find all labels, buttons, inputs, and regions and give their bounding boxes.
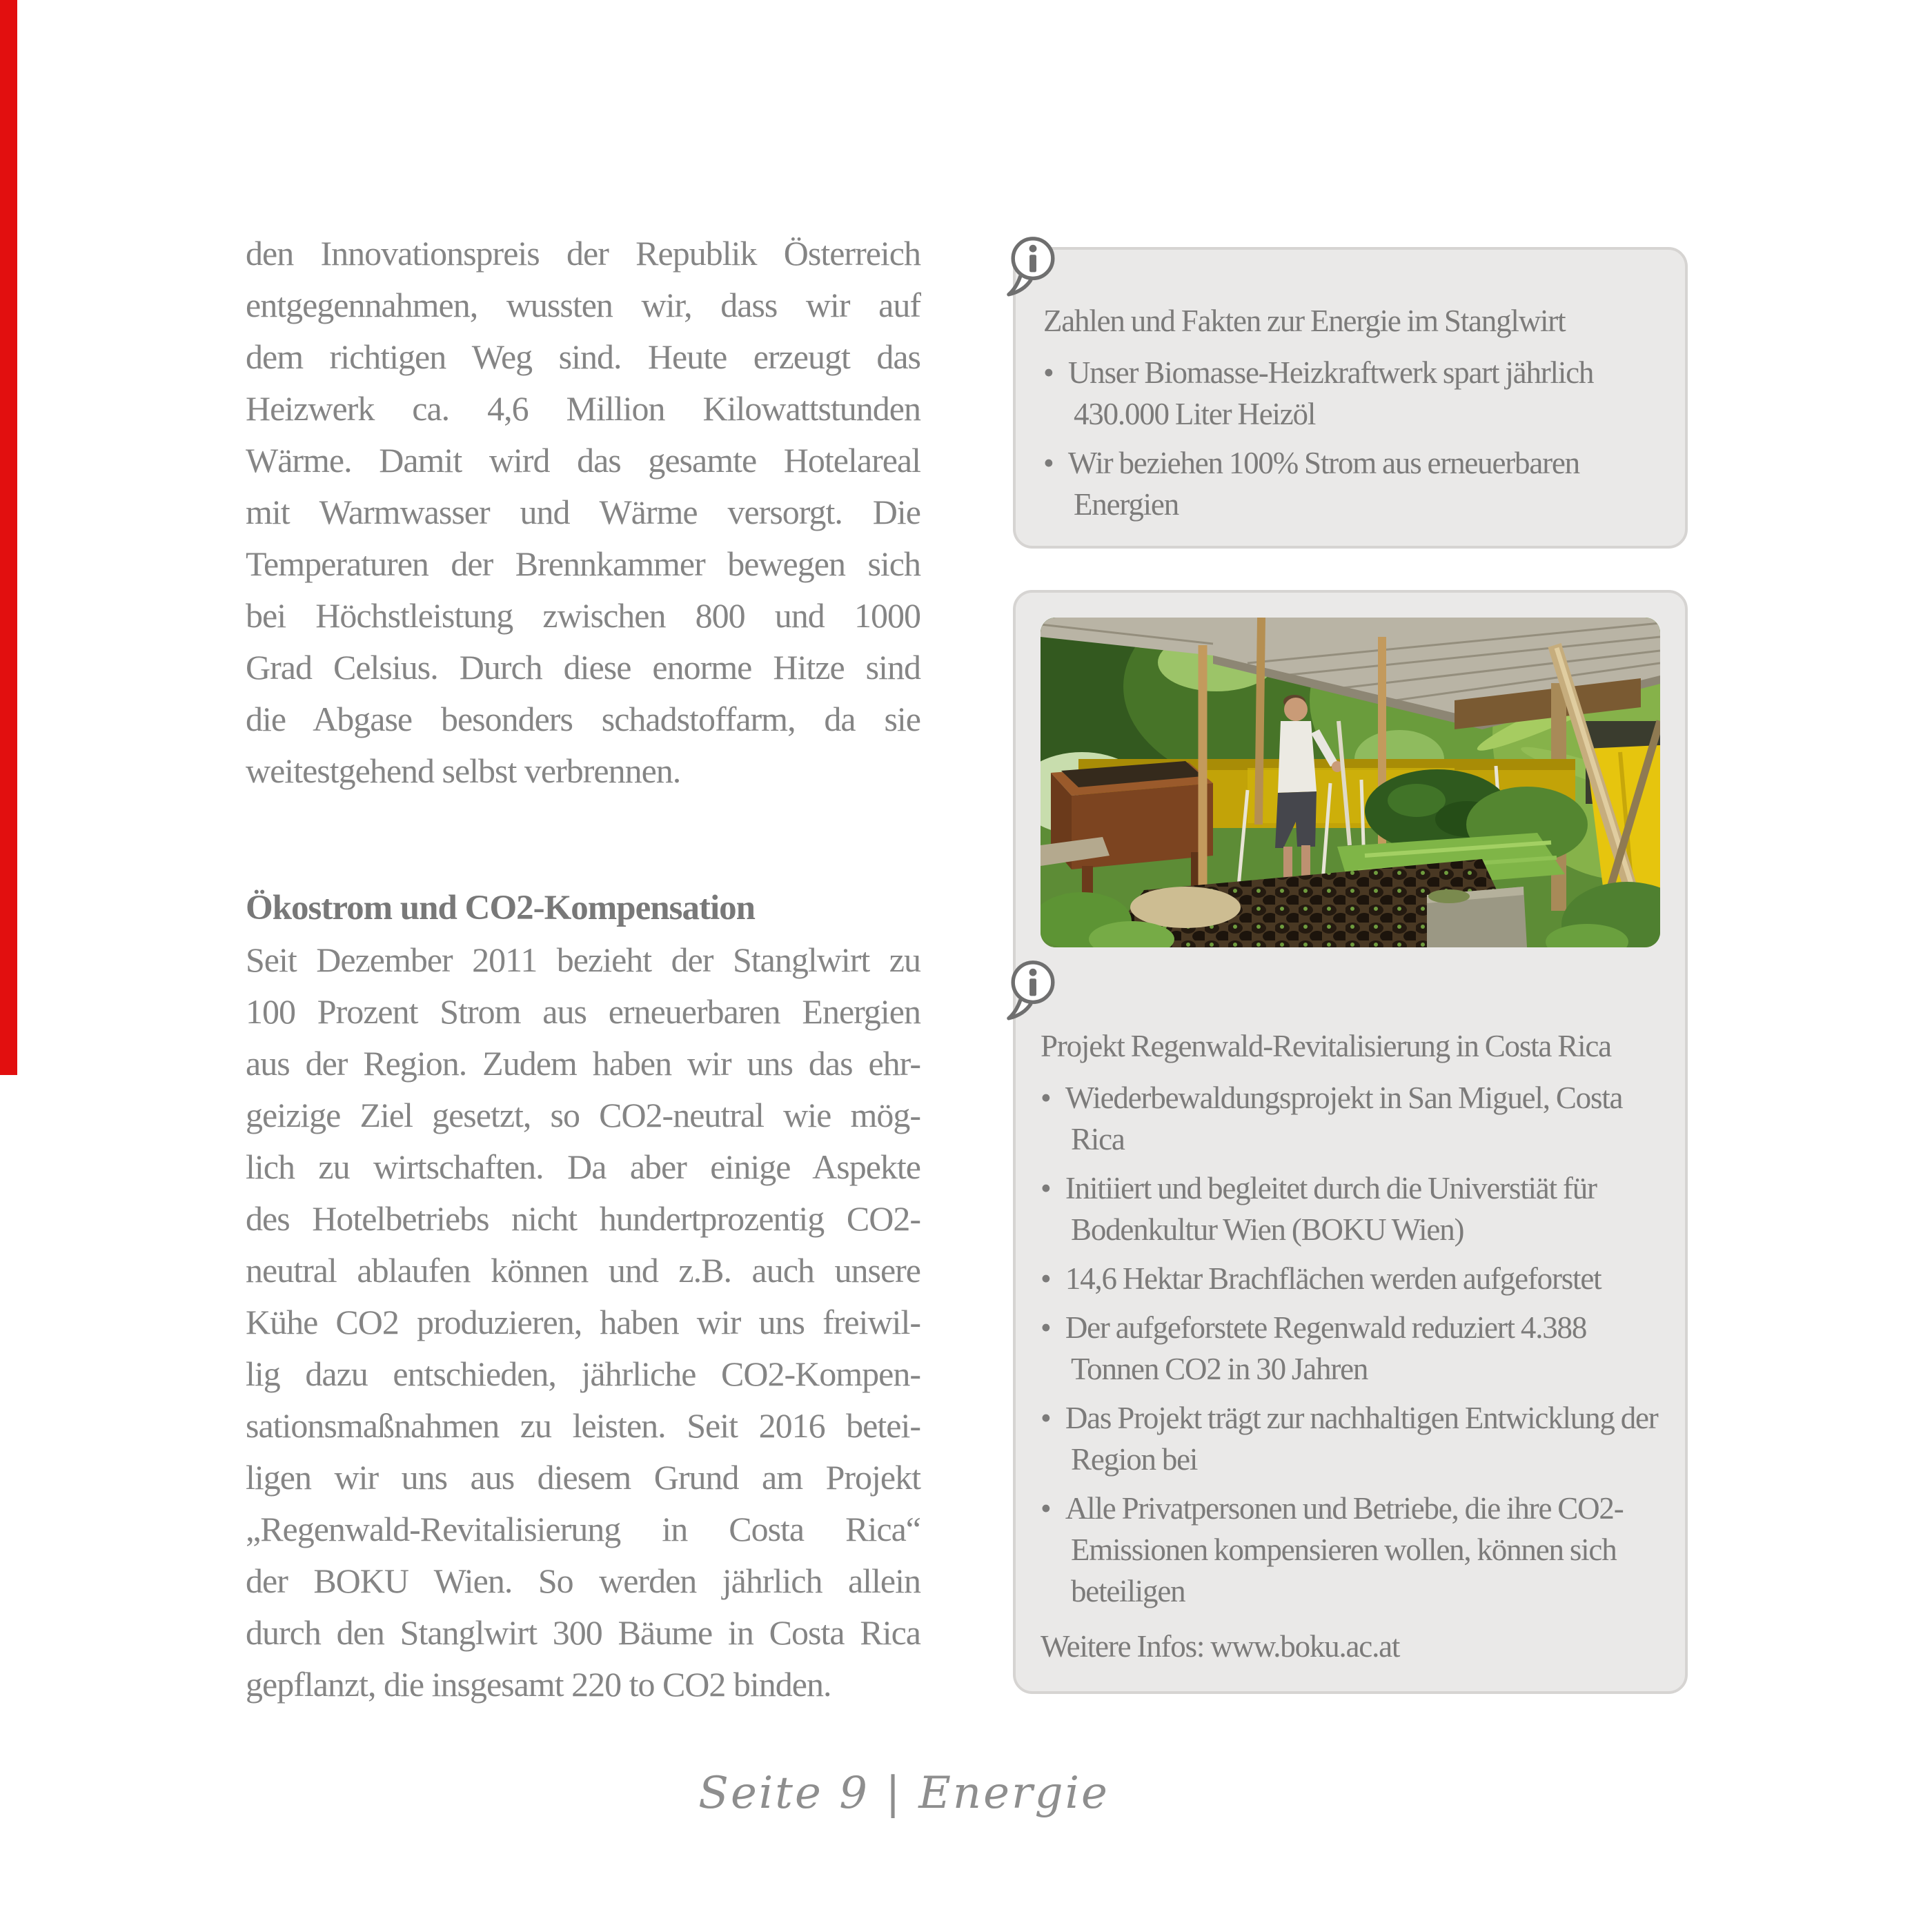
info-bubble-icon [1002, 235, 1064, 302]
bullet-item: • Der aufgeforstete Regenwald reduziert 4.388 Tonnen CO2 in 30 Jahren [1041, 1307, 1660, 1390]
text-line: „Regenwald-Revitalisierung in Costa Rica“ [246, 1510, 920, 1548]
text-line: Wärme. Damit wird das gesamte Hotelareal [246, 441, 920, 480]
text-line: Kühe CO2 produzieren, haben wir uns freiwil- [246, 1303, 920, 1341]
article-paragraph-2 [246, 934, 920, 1711]
text-line: mit Warmwasser und Wärme versorgt. Die [246, 493, 920, 531]
text-line: gepflanzt, die insgesamt 220 to CO2 binden. [246, 1665, 831, 1704]
text-line: Grad Celsius. Durch diese enorme Hitze sind [246, 648, 920, 687]
text-line: des Hotelbetriebs nicht hundertprozentig CO2- [246, 1199, 920, 1238]
bullet-item: • 14,6 Hektar Brachflächen werden aufgeforstet [1041, 1258, 1660, 1299]
page-accent-stripe [0, 0, 17, 1075]
page-footer: Seite 9 | Energie [698, 1768, 1110, 1819]
infobox-energy-title: Zahlen und Fakten zur Energie im Stanglwirt [1043, 304, 1566, 338]
article-column [246, 228, 920, 1711]
bullet-item: • Initiiert und begleitet durch die Universtiät für Bodenkultur Wien (BOKU Wien) [1041, 1167, 1660, 1250]
text-line: der BOKU Wien. So werden jährlich allein [246, 1561, 920, 1600]
text-line: bei Höchstleistung zwischen 800 und 1000 [246, 596, 920, 635]
text-line: ligen wir uns aus diesem Grund am Projekt [246, 1458, 920, 1497]
infobox-energy-bullet-list [1043, 352, 1666, 525]
bullet-item: • Unser Biomasse-Heizkraftwerk spart jährlich 430.000 Liter Heizöl [1043, 352, 1666, 435]
infobox-rainforest-project [1013, 590, 1688, 1694]
project-more-info: Weitere Infos: www.boku.ac.at [1041, 1629, 1400, 1664]
text-line: lig dazu entschieden, jährliche CO2-Kompen- [246, 1354, 920, 1393]
article-paragraph-1 [246, 228, 920, 797]
text-line: aus der Region. Zudem haben wir uns das ehr- [246, 1044, 920, 1083]
text-line: Temperaturen der Brennkammer bewegen sich [246, 544, 920, 583]
bullet-item: • Alle Privatpersonen und Betriebe, die ihre CO2-Emissionen kompensieren wollen, können sich beteiligen [1041, 1488, 1660, 1612]
text-line: Heizwerk ca. 4,6 Million Kilowattstunden [246, 389, 920, 428]
text-line: lich zu wirtschaften. Da aber einige Aspekte [246, 1147, 920, 1186]
text-line: geizige Ziel gesetzt, so CO2-neutral wie mög- [246, 1096, 920, 1134]
text-line: 100 Prozent Strom aus erneuerbaren Energien [246, 992, 920, 1031]
infobox-project-title: Projekt Regenwald-Revitalisierung in Costa Rica [1041, 1029, 1611, 1063]
article-heading: Ökostrom und CO2-Kompensation [246, 889, 756, 927]
infobox-project-bullet-list [1041, 1077, 1660, 1612]
bullet-item: • Wir beziehen 100% Strom aus erneuerbaren Energien [1043, 442, 1666, 525]
text-line: Seit Dezember 2011 bezieht der Stanglwirt zu [246, 940, 920, 979]
text-line: den Innovationspreis der Republik Österreich [246, 234, 920, 273]
text-line: durch den Stanglwirt 300 Bäume in Costa Rica [246, 1613, 920, 1652]
text-line: die Abgase besonders schadstoffarm, da sie [246, 700, 920, 738]
rainforest-nursery-photo [1041, 618, 1660, 947]
text-line: entgegennahmen, wussten wir, dass wir auf [246, 286, 920, 324]
infobox-energy-facts [1013, 247, 1688, 549]
bullet-item: • Wiederbewaldungsprojekt in San Miguel, Costa Rica [1041, 1077, 1660, 1160]
info-bubble-icon [1002, 958, 1064, 1026]
text-line: weitestgehend selbst verbrennen. [246, 751, 681, 790]
text-line: sationsmaßnahmen zu leisten. Seit 2016 betei- [246, 1406, 920, 1445]
spacer [1041, 947, 1660, 1025]
bullet-item: • Das Projekt trägt zur nachhaltigen Entwicklung der Region bei [1041, 1397, 1660, 1480]
text-line: dem richtigen Weg sind. Heute erzeugt das [246, 337, 920, 376]
text-line: neutral ablaufen können und z.B. auch unsere [246, 1251, 920, 1290]
